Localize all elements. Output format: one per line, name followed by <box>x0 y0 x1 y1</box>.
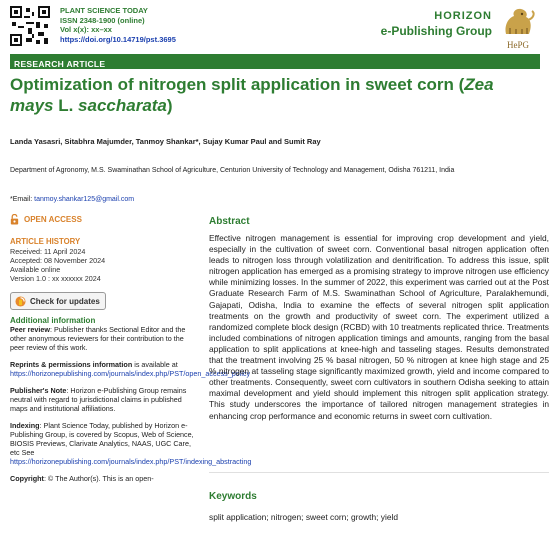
title-part2: L. <box>53 96 79 115</box>
copyright-note <box>10 474 198 483</box>
available-online: Available online <box>10 265 61 274</box>
indexing-label: Indexing <box>10 421 40 430</box>
keywords-text: split application; nitrogen; sweet corn; growth; yield <box>209 512 399 522</box>
received-date: Received: 11 April 2024 <box>10 247 86 256</box>
indexing-link[interactable]: https://horizonepublishing.com/journals/index.php/PST/indexing_abstracting <box>10 457 252 466</box>
lion-logo-icon <box>498 4 538 38</box>
logo-text: HePG <box>507 40 529 50</box>
abstract-heading: Abstract <box>209 216 250 227</box>
title-part1: Optimization of nitrogen split application in sweet corn ( <box>10 75 465 94</box>
title-italic2: saccharata <box>78 96 167 115</box>
check-updates-icon <box>15 296 26 307</box>
publisher-name <box>381 10 492 38</box>
additional-info-heading: Additional information <box>10 316 96 325</box>
copyright-text: : © The Author(s). This is an open- <box>43 474 154 483</box>
article-history <box>10 247 198 283</box>
affiliation: Department of Agronomy, M.S. Swaminathan School of Agriculture, Centurion University of Technology and Management, Odisha 761211, India <box>10 167 455 174</box>
title-italic1: Zea mays <box>10 75 494 115</box>
indexing-text: : Plant Science Today, published by Horizon e-Publishing Group, is covered by Scopus, Web of Science, BIOSIS Previews, Clarivate Analytics, NAAS, UGC Care, etc See <box>10 421 194 457</box>
keywords-heading: Keywords <box>209 491 257 502</box>
journal-issn: ISSN 2348-1900 (online) <box>60 15 145 25</box>
article-type-label: RESEARCH ARTICLE <box>14 59 106 69</box>
indexing-note <box>10 421 252 466</box>
publisher-line2: e-Publishing Group <box>380 24 492 38</box>
journal-volume: Vol x(x): xx–xx <box>60 25 112 35</box>
reprints-label: Reprints & permissions information <box>10 360 133 369</box>
check-updates-label: Check for updates <box>30 296 100 306</box>
journal-info <box>60 6 176 44</box>
publishers-note <box>10 386 198 413</box>
section-divider <box>209 472 549 473</box>
abstract-section <box>209 216 549 422</box>
article-type-bar <box>10 54 540 69</box>
abstract-text: Effective nitrogen management is essential for improving crop development and yield, especially in the cultivation of sweet corn. Conventional basal nitrogen application often leads to nitrogen loss through volatilization and denitrification. To address this issue, split nitrogen application has emerged as a promising strategy to improve nitrogen use efficiency while minimizing losses. In the summer of 2022, this experiment was carried out at the Post Graduate Research Farm of M.S. Swaminathan School of Agriculture, Paralakhemundi, Gajapati, Odisha, India to examine the effects of several nitrogen split application treatments on the growth and productivity of sweet corn. The experiment utilized a randomized complete block design (RCBD) with 10 treatments replicated thrice. Treatments included combinations of nitrogen application timings and amounts, ranging from the basal application to split applications at knee-high and tasseling stages. Results demonstrated that the treatment involving 25 % basal nitrogen, 50 % nitrogen at knee high stage and 25 % nitrogen at tasseling stage significantly maximized growth, yield and income compared to other treatments. Consequently, sweet corn cultivators in southern Odisha seeking to attain maximal development and yield should implement this nitrogen split application strategy. This study underscores the importance of tailored nitrogen management strategies in enhancing crop performance and economic returns in sweet corn cultivation. <box>209 233 549 421</box>
reprints-text: is available at <box>132 360 178 369</box>
copyright-label: Copyright <box>10 474 44 483</box>
version-info: Version 1.0 : xx xxxxxx 2024 <box>10 274 101 283</box>
title-part3: ) <box>166 96 173 115</box>
publishers-note-label: Publisher's Note <box>10 386 67 395</box>
open-access-badge <box>10 214 198 225</box>
doi-link[interactable]: https://doi.org/10.14719/pst.3695 <box>60 34 176 44</box>
email-link[interactable]: tanmoy.shankar125@gmail.com <box>34 196 135 203</box>
journal-name: PLANT SCIENCE TODAY <box>60 6 148 15</box>
article-title <box>10 74 530 116</box>
reprints-link[interactable]: https://horizonepublishing.com/journals/index.php/PST/open_access_policy <box>10 369 251 378</box>
sidebar <box>10 214 252 483</box>
publishers-note-text: : Horizon e-Publishing Group remains neutral with regard to jurisdictional claims in published maps and institutional affiliations. <box>10 386 187 413</box>
publisher-line1: HORIZON <box>434 10 492 22</box>
open-access-label: OPEN ACCESS <box>24 215 82 224</box>
author-list: Landa Yasasri, Sitabhra Majumder, Tanmoy Shankar*, Sujay Kumar Paul and Sumit Ray <box>10 137 321 146</box>
qr-code-icon <box>10 6 50 46</box>
article-history-title: ARTICLE HISTORY <box>10 237 81 246</box>
corresponding-email <box>10 196 134 203</box>
check-for-updates-button[interactable] <box>10 292 106 310</box>
reprints-note <box>10 360 251 378</box>
peer-review-note <box>10 325 198 352</box>
peer-review-text: : Publisher thanks Sectional Editor and the other anonymous reviewers for their contribution to the peer review of this work. <box>10 325 186 352</box>
accepted-date: Accepted: 08 November 2024 <box>10 256 106 265</box>
email-label: *Email: <box>10 196 35 203</box>
open-lock-icon <box>10 214 19 225</box>
peer-review-label: Peer review <box>10 325 50 334</box>
publisher-logo <box>498 4 538 50</box>
